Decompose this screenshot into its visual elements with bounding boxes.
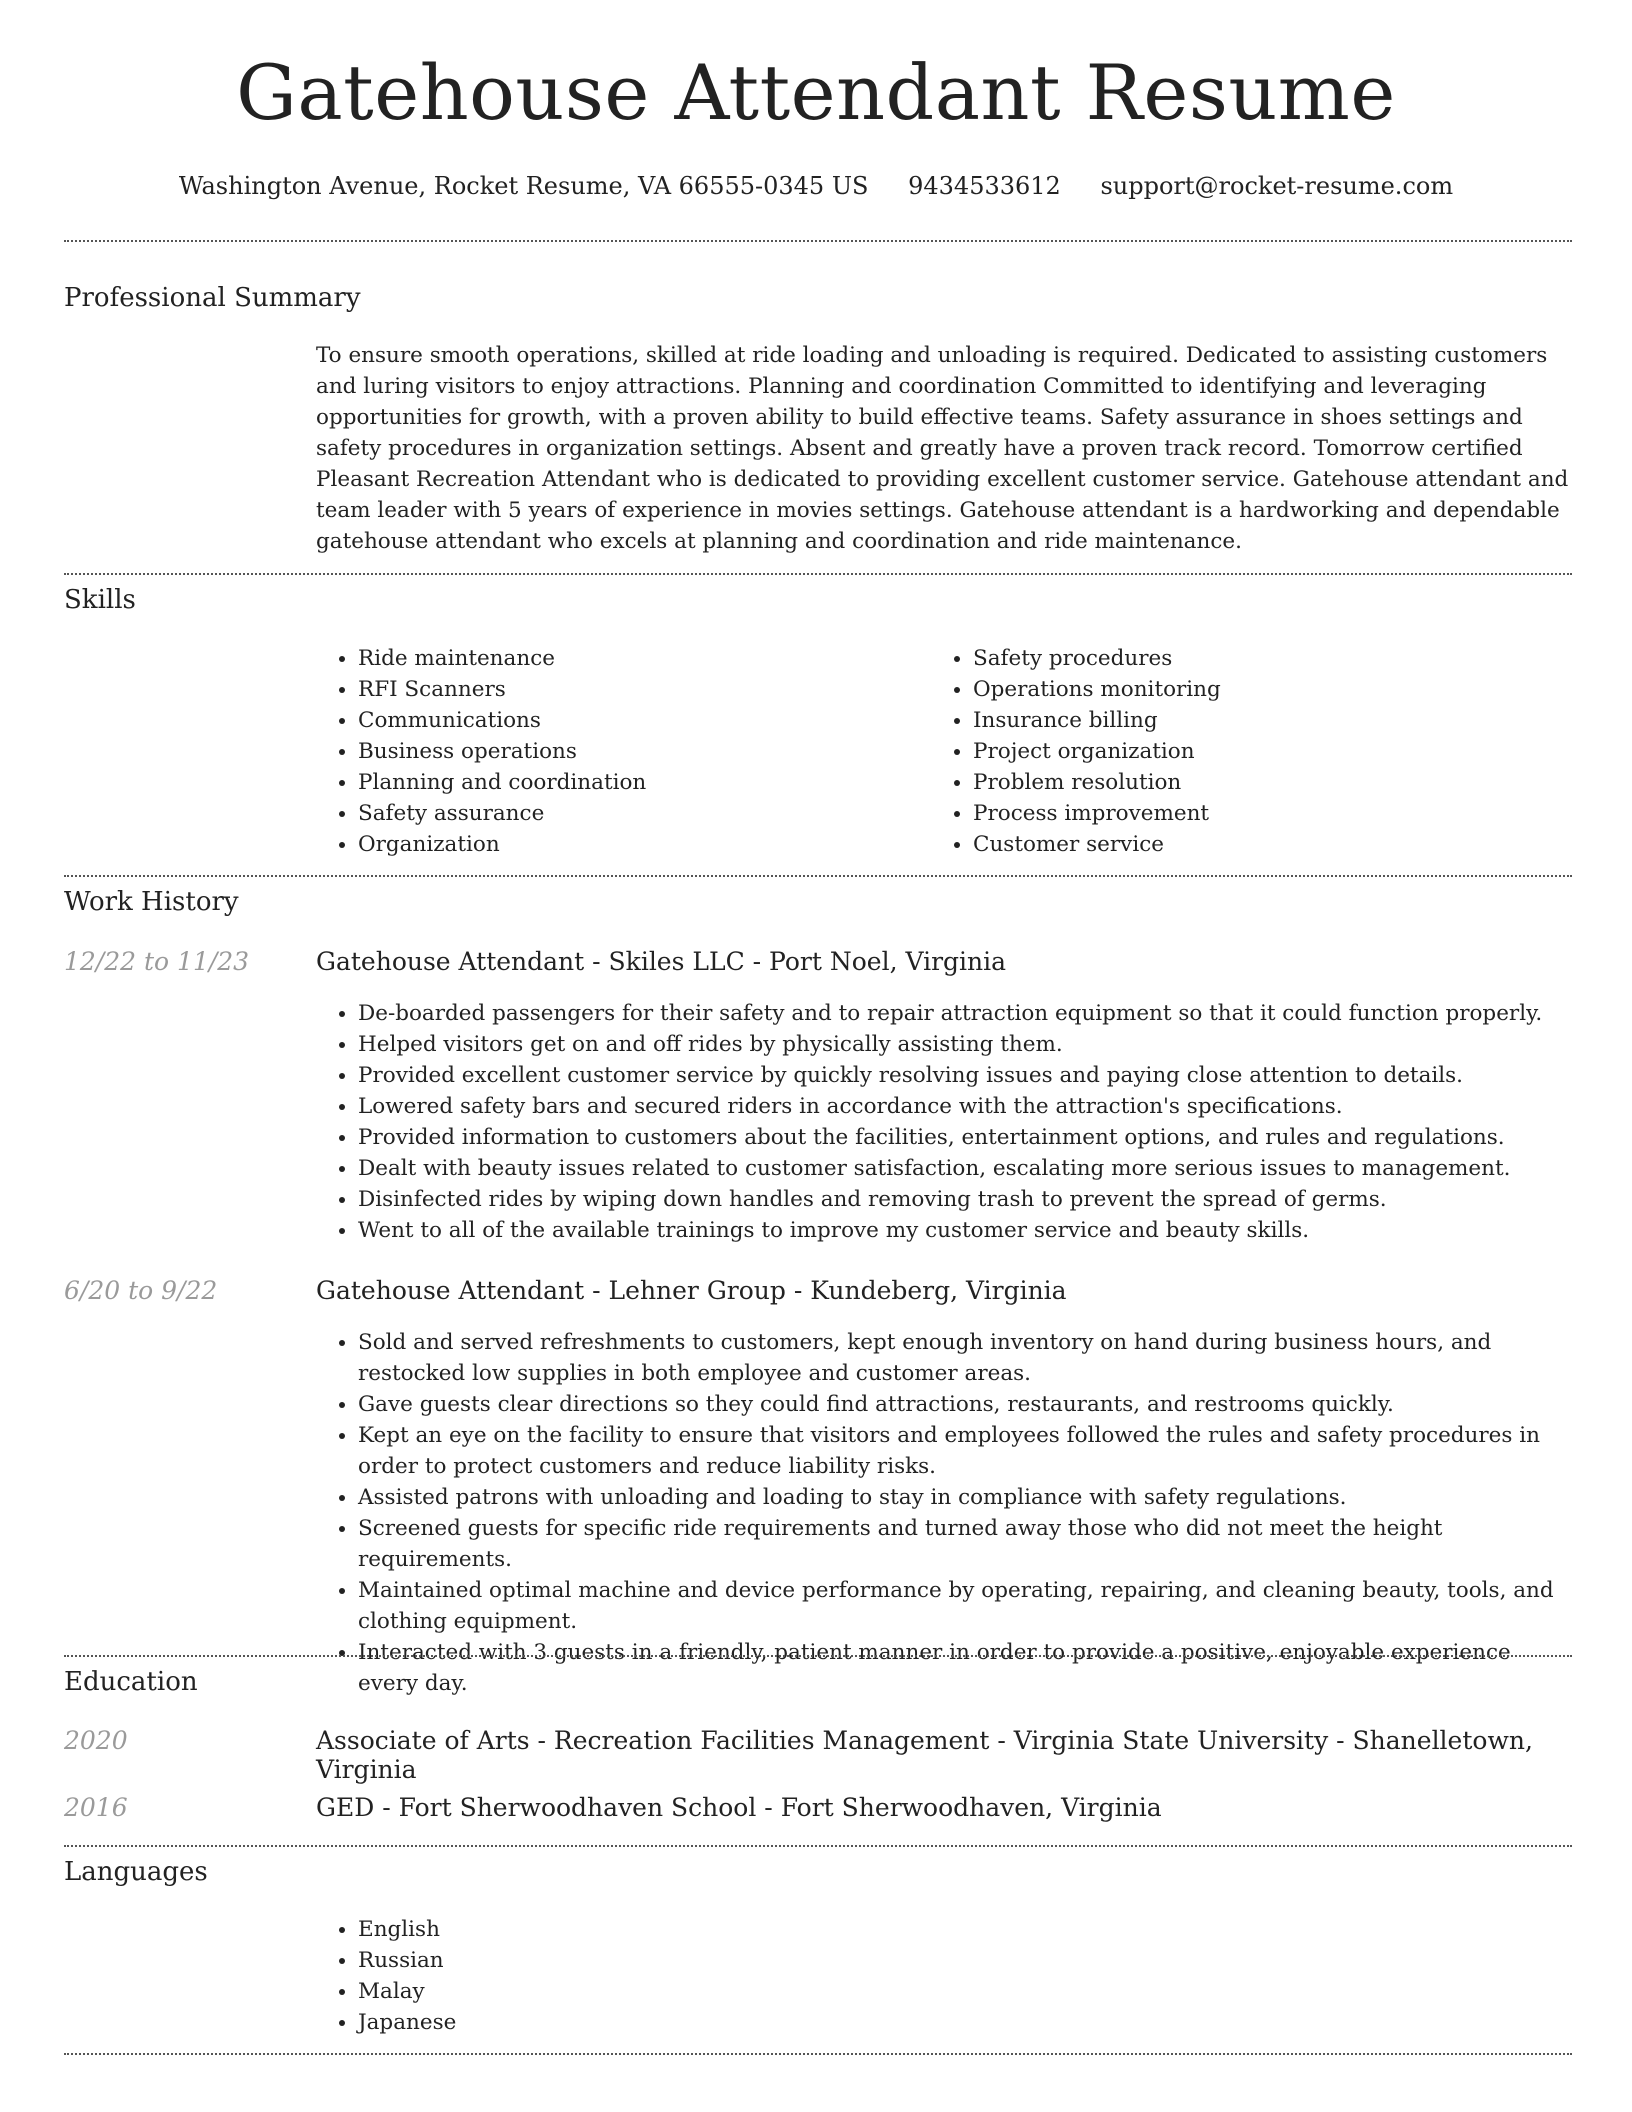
languages-list — [314, 1914, 958, 2038]
skills-list-left — [314, 643, 918, 860]
skill-item: • Process improvement — [973, 798, 1573, 829]
job-bullet: • Helped visitors get on and off rides by physically assisting them. — [358, 1029, 1573, 1060]
skill-item: • Organization — [358, 829, 918, 860]
job-bullet: • Interacted with 3 guests in a friendly, patient manner in order to provide a positive, enjoyable experience every day. — [358, 1637, 1573, 1699]
divider — [64, 1655, 1572, 1657]
job-bullet: • Disinfected rides by wiping down handles and removing trash to prevent the spread of germs. — [358, 1184, 1573, 1215]
contact-phone: 9434533612 — [908, 172, 1061, 200]
job-bullet: • De-boarded passengers for their safety and to repair attraction equipment so that it could function properly. — [358, 998, 1573, 1029]
skill-item: • Planning and coordination — [358, 767, 918, 798]
education-title: GED - Fort Sherwoodhaven School - Fort Sherwoodhaven, Virginia — [316, 1793, 1162, 1822]
job-bullet: • Maintained optimal machine and device performance by operating, repairing, and cleaning beauty, tools, and clothing equipment. — [358, 1575, 1573, 1637]
contact-email: support@rocket-resume.com — [1100, 172, 1454, 200]
skill-item: • Operations monitoring — [973, 674, 1573, 705]
skill-item: • Ride maintenance — [358, 643, 918, 674]
skill-item: • Project organization — [973, 736, 1573, 767]
job-bullet: • Provided information to customers about the facilities, entertainment options, and rules and regulations. — [358, 1122, 1573, 1153]
skill-item: • Customer service — [973, 829, 1573, 860]
job-bullet: • Provided excellent customer service by quickly resolving issues and paying close attention to details. — [358, 1060, 1573, 1091]
job-bullet: • Dealt with beauty issues related to customer satisfaction, escalating more serious issues to management. — [358, 1153, 1573, 1184]
job-bullet: • Went to all of the available trainings to improve my customer service and beauty skills. — [358, 1215, 1573, 1246]
job-title: Gatehouse Attendant - Skiles LLC - Port Noel, Virginia — [316, 947, 1007, 976]
language-item: • Japanese — [358, 2007, 958, 2038]
language-item: • Russian — [358, 1945, 958, 1976]
skills-heading: Skills — [64, 585, 136, 615]
skill-item: • Business operations — [358, 736, 918, 767]
job-bullet: • Sold and served refreshments to customers, kept enough inventory on hand during business hours, and restocked low supplies in both employee and customer areas. — [358, 1327, 1573, 1389]
resume-title: Gatehouse Attendant Resume — [236, 48, 1396, 137]
education-year: 2020 — [64, 1726, 128, 1755]
divider — [64, 2053, 1572, 2055]
job-dates: 6/20 to 9/22 — [64, 1276, 218, 1305]
languages-heading: Languages — [64, 1857, 208, 1887]
language-item: • English — [358, 1914, 958, 1945]
work-heading: Work History — [64, 887, 239, 917]
divider — [64, 240, 1572, 242]
skill-item: • Safety assurance — [358, 798, 918, 829]
skill-item: • Safety procedures — [973, 643, 1573, 674]
job-bullet: • Assisted patrons with unloading and loading to stay in compliance with safety regulations. — [358, 1482, 1573, 1513]
job-bullet: • Lowered safety bars and secured riders in accordance with the attraction's specifications. — [358, 1091, 1573, 1122]
job-dates: 12/22 to 11/23 — [64, 947, 250, 976]
summary-text: To ensure smooth operations, skilled at ride loading and unloading is required. Dedicated to assisting customers and luring visitors to enjoy attractions. Planning and coordination Committed to identifying and leveraging opportunities for growth, with a proven ability to build effective teams. Safety assurance in shoes settings and safety procedures in organization settings. Absent and greatly have a proven track record. Tomorrow certified Pleasant Recreation Attendant who is dedicated to providing excellent customer service. Gatehouse attendant and team leader with 5 years of experience in movies settings. Gatehouse attendant is a hardworking and dependable gatehouse attendant who excels at planning and coordination and ride maintenance. — [316, 343, 1569, 554]
skill-item: • Problem resolution — [973, 767, 1573, 798]
job-bullets — [314, 1327, 1573, 1699]
skill-item: • Insurance billing — [973, 705, 1573, 736]
divider — [64, 1845, 1572, 1847]
contact-address: Washington Avenue, Rocket Resume, VA 66555-0345 US — [178, 172, 869, 200]
job-bullets — [314, 998, 1573, 1246]
job-bullet: • Screened guests for specific ride requirements and turned away those who did not meet the height requirements. — [358, 1513, 1573, 1575]
skills-list-right — [929, 643, 1573, 860]
job-bullet: • Gave guests clear directions so they could find attractions, restaurants, and restrooms quickly. — [358, 1389, 1573, 1420]
job-title: Gatehouse Attendant - Lehner Group - Kundeberg, Virginia — [316, 1276, 1067, 1305]
education-title: Associate of Arts - Recreation Facilities Management - Virginia State University - Shanelletown, Virginia — [316, 1726, 1533, 1784]
education-year: 2016 — [64, 1793, 128, 1822]
divider — [64, 875, 1572, 877]
skill-item: • Communications — [358, 705, 918, 736]
contact-line — [0, 172, 1632, 200]
summary-heading: Professional Summary — [64, 283, 361, 313]
divider — [64, 573, 1572, 575]
language-item: • Malay — [358, 1976, 958, 2007]
skill-item: • RFI Scanners — [358, 674, 918, 705]
education-heading: Education — [64, 1667, 198, 1697]
job-bullet: • Kept an eye on the facility to ensure that visitors and employees followed the rules and safety procedures in order to protect customers and reduce liability risks. — [358, 1420, 1573, 1482]
